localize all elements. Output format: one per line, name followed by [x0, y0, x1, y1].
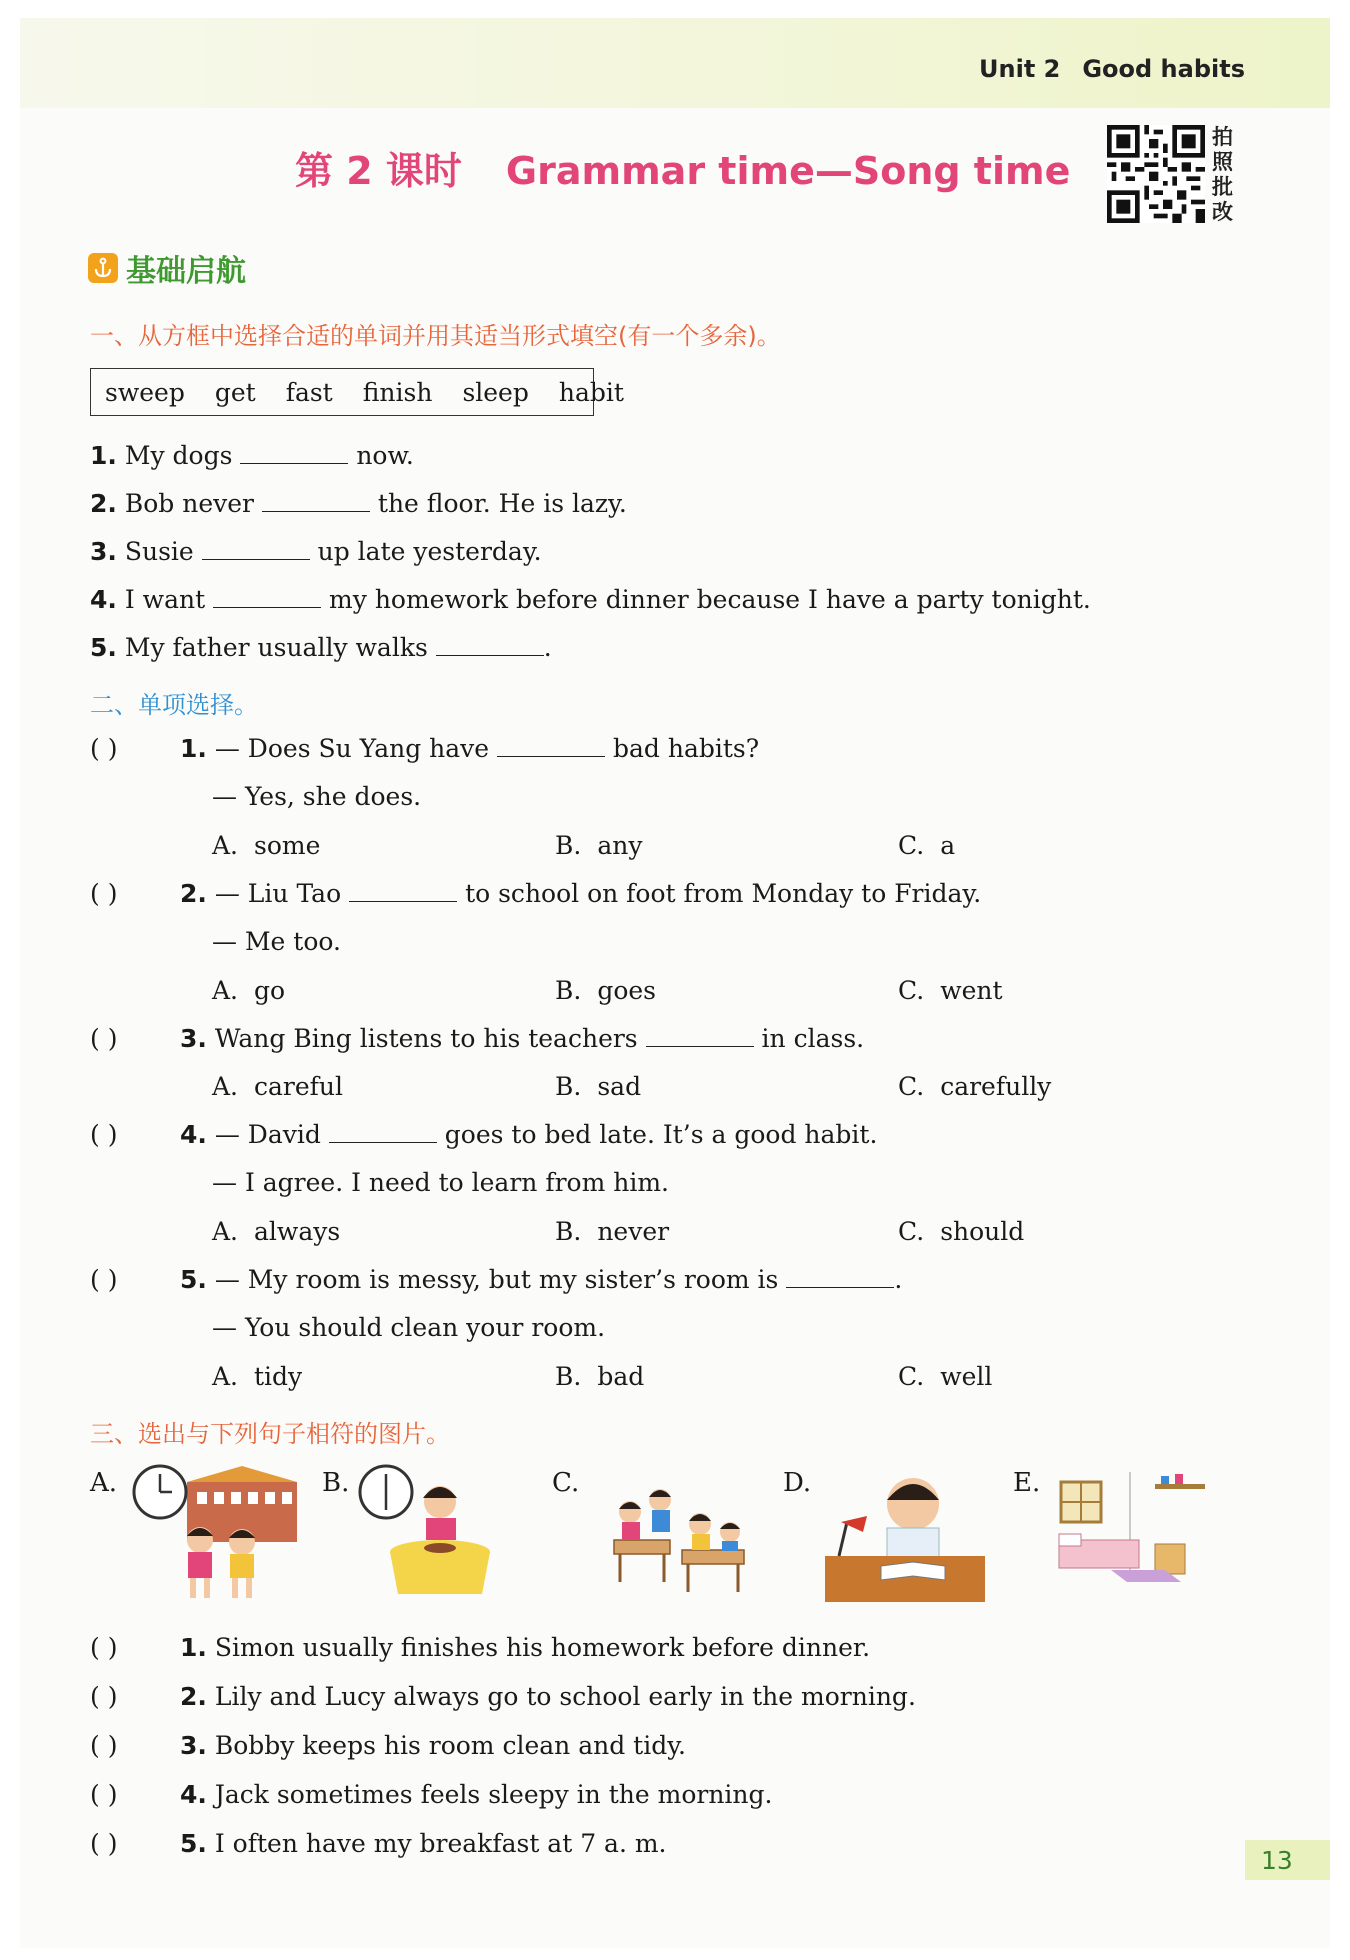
match-sentence: 1. Simon usually finishes his homework before dinner. — [180, 1633, 871, 1662]
answer-paren[interactable]: ( ) — [90, 1829, 118, 1858]
part2-title: 二、单项选择。 — [90, 691, 258, 719]
answer-paren[interactable]: ( ) — [90, 879, 118, 908]
option-a[interactable]: A. some — [212, 831, 321, 860]
option-a[interactable]: A. tidy — [212, 1362, 303, 1391]
lesson-number: 第 2 课时 — [295, 149, 462, 193]
part3-title: 三、选出与下列句子相符的图片。 — [90, 1420, 450, 1448]
answer-blank[interactable] — [240, 441, 348, 464]
match-sentence: 2. Lily and Lucy always go to school early in the morning. — [180, 1682, 916, 1711]
unit-label — [979, 55, 1245, 83]
answer-blank[interactable] — [262, 489, 370, 512]
option-a[interactable]: A. go — [212, 976, 286, 1005]
anchor-icon — [88, 253, 118, 283]
picture-label-e: E. — [1013, 1468, 1041, 1498]
option-c[interactable]: C. went — [898, 976, 1003, 1005]
mc-reply: — Me too. — [212, 927, 341, 956]
answer-blank[interactable] — [436, 633, 544, 656]
clock-and-school-girls-icon — [132, 1462, 302, 1602]
qr-code-icon[interactable] — [1107, 125, 1205, 223]
answer-blank — [497, 734, 605, 757]
answer-blank — [329, 1120, 437, 1143]
answer-paren[interactable]: ( ) — [90, 1731, 118, 1760]
mc-question: 3. Wang Bing listens to his teachers in class. — [180, 1024, 865, 1053]
fill-item: 2. Bob never the floor. He is lazy. — [90, 489, 627, 518]
page-number: 13 — [1245, 1840, 1330, 1880]
match-sentence: 4. Jack sometimes feels sleepy in the morning. — [180, 1780, 773, 1809]
lesson-topic: Grammar time—Song time — [505, 149, 1071, 193]
word-option: sweep — [105, 377, 185, 407]
word-option: get — [214, 377, 256, 407]
word-option: finish — [362, 377, 433, 407]
answer-paren[interactable]: ( ) — [90, 734, 118, 763]
word-option: habit — [558, 377, 624, 407]
option-b[interactable]: B. bad — [555, 1362, 645, 1391]
mc-reply: — I agree. I need to learn from him. — [212, 1168, 669, 1197]
word-box — [90, 368, 624, 416]
answer-blank[interactable] — [202, 537, 310, 560]
option-a[interactable]: A. careful — [212, 1072, 344, 1101]
word-option: fast — [285, 377, 333, 407]
part1-title: 一、从方框中选择合适的单词并用其适当形式填空(有一个多余)。 — [90, 322, 781, 350]
answer-paren[interactable]: ( ) — [90, 1780, 118, 1809]
mc-question: 5. — My room is messy, but my sister’s room is . — [180, 1265, 903, 1294]
clock-and-breakfast-girl-icon — [358, 1462, 498, 1602]
option-b[interactable]: B. any — [555, 831, 643, 860]
answer-paren[interactable]: ( ) — [90, 1633, 118, 1662]
word-option: sleep — [462, 377, 529, 407]
fill-item: 3. Susie up late yesterday. — [90, 537, 542, 566]
option-b[interactable]: B. never — [555, 1217, 670, 1246]
picture-label-a: A. — [90, 1468, 118, 1498]
mc-question: 4. — David goes to bed late. It’s a good habit. — [180, 1120, 878, 1149]
fill-item: 5. My father usually walks . — [90, 633, 552, 662]
boy-doing-homework-icon — [825, 1462, 985, 1602]
option-c[interactable]: C. a — [898, 831, 956, 860]
option-c[interactable]: C. carefully — [898, 1072, 1052, 1101]
qr-caption: 拍 照 批 改 — [1212, 125, 1233, 224]
answer-paren[interactable]: ( ) — [90, 1120, 118, 1149]
mc-question: 1. — Does Su Yang have bad habits? — [180, 734, 760, 763]
fill-item: 1. My dogs now. — [90, 441, 414, 470]
answer-blank[interactable] — [213, 585, 321, 608]
option-c[interactable]: C. should — [898, 1217, 1025, 1246]
section-label: 基础启航 — [126, 254, 246, 289]
answer-paren[interactable]: ( ) — [90, 1265, 118, 1294]
picture-label-b: B. — [322, 1468, 350, 1498]
fill-item: 4. I want my homework before dinner because I have a party tonight. — [90, 585, 1091, 614]
mc-question: 2. — Liu Tao to school on foot from Monday to Friday. — [180, 879, 982, 908]
answer-blank — [349, 879, 457, 902]
picture-label-c: C. — [552, 1468, 580, 1498]
answer-paren[interactable]: ( ) — [90, 1024, 118, 1053]
option-a[interactable]: A. always — [212, 1217, 341, 1246]
mc-reply: — Yes, she does. — [212, 782, 422, 811]
match-sentence: 5. I often have my breakfast at 7 a. m. — [180, 1829, 667, 1858]
picture-label-d: D. — [783, 1468, 812, 1498]
section-header — [88, 246, 246, 290]
mc-reply: — You should clean your room. — [212, 1313, 606, 1342]
option-b[interactable]: B. goes — [555, 976, 657, 1005]
answer-paren[interactable]: ( ) — [90, 1682, 118, 1711]
option-c[interactable]: C. well — [898, 1362, 993, 1391]
lesson-title — [295, 140, 1070, 195]
classroom-children-icon — [610, 1462, 750, 1602]
option-b[interactable]: B. sad — [555, 1072, 642, 1101]
match-sentence: 3. Bobby keeps his room clean and tidy. — [180, 1731, 686, 1760]
unit-number: Unit 2 — [979, 55, 1061, 83]
unit-title: Good habits — [1082, 55, 1245, 83]
answer-blank — [646, 1024, 754, 1047]
tidy-bedroom-icon — [1055, 1462, 1215, 1602]
answer-blank — [786, 1265, 894, 1288]
